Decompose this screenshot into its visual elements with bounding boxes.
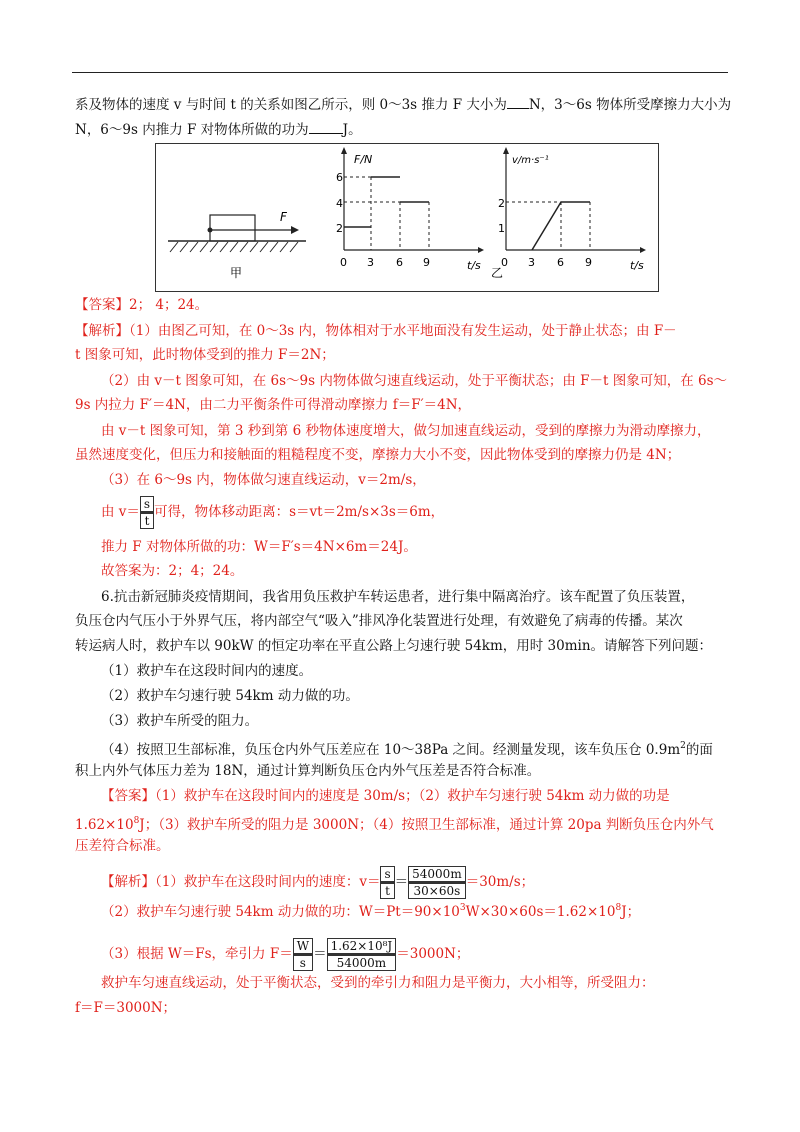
q5-analysis-1b: t 图象可知，此时物体受到的推力 F＝2N； (75, 347, 335, 363)
q6-answer-2: $1.62\times 10^8J$；（3）救护车所受的阻力是 3000N；（4）按照卫生部标准，通过计算 20pa 判断负压仓内外气 (75, 816, 714, 833)
force-label: F (280, 210, 287, 224)
q6-stem-2: 负压仓内气压小于外界气压，将内部空气“吸入”排风净化装置进行处理，有效避免了病毒的传播。某次 (75, 613, 683, 629)
f-xtick-9: 9 (423, 256, 430, 269)
q6-explain-1: 【解析】（1）救护车在这段时间内的速度：v＝ $\frac{s}{t}$ ＝ $\frac{54000m}{30\times 60s}$ ＝30m/s； (101, 867, 535, 898)
q6-sub-3: （3）救护车所受的阻力。 (101, 713, 259, 729)
v-ytick-2: 2 (498, 197, 505, 210)
q6-sub-2: （2）救护车匀速行驶 54km 动力做的功。 (101, 688, 359, 704)
figure-box (155, 143, 659, 292)
figure-f-graph (336, 147, 484, 272)
f-ytick-2: 2 (336, 222, 343, 235)
q6-answer-3: 压差符合标准。 (75, 838, 170, 854)
f-xtick-0: 0 (340, 256, 347, 269)
v-xtick-6: 6 (557, 256, 564, 269)
jia-label: 甲 (230, 266, 243, 280)
intro-line-1: 系及物体的速度 v 与时间 t 的关系如图乙所示，则 0～3s 推力 F 大小为 N，3～6s 物体所受摩擦力大小为 (75, 97, 732, 113)
intro-line-2: N，6～9s 内推力 F 对物体所做的功为 J。 (75, 122, 362, 138)
q5-final: 故答案为：2；4；24。 (101, 563, 244, 579)
block (210, 215, 255, 241)
v-xtick-3: 3 (528, 256, 535, 269)
header-rule (72, 72, 728, 73)
frac-s-over-t: $\frac{s}{t}$ (140, 496, 154, 529)
figure-jia (168, 210, 306, 280)
q6-answer-1: 【答案】（1）救护车在这段时间内的速度是 30m/s；（2）救护车匀速行驶 54km 动力做的功是 (101, 788, 670, 804)
q5-analysis-2b: 9s 内拉力 F′＝4N，由二力平衡条件可得滑动摩擦力 f＝F′＝4N， (75, 397, 472, 413)
figure-v-graph (491, 147, 646, 280)
q5-analysis-6: 推力 F 对物体所做的功：W＝F′s＝4N×6m＝24J。 (101, 539, 417, 555)
q5-analysis-4: （3）在 6～9s 内，物体做匀速直线运动，v＝2m/s， (101, 472, 426, 488)
v-graph-ylabel: v/m·s⁻¹ (512, 155, 549, 166)
v-ytick-1: 1 (498, 222, 505, 235)
f-graph-ylabel: F/N (354, 153, 373, 166)
q5-analysis-5: 由 v＝ $\frac{s}{t}$ 可得，物体移动距离：s＝vt＝2m/s×3s＝6m， (101, 497, 445, 528)
f-ytick-4: 4 (336, 197, 343, 210)
blank-2 (309, 133, 343, 134)
frac-s-over-t-2: $\frac{s}{t}$ (380, 866, 394, 899)
q6-explain-5: f＝F＝3000N； (75, 1000, 177, 1016)
q5-analysis-3: 由 v－t 图象可知，第 3 秒到第 6 秒物体速度增大，做匀加速直线运动，受到的摩擦力为滑动摩擦力， (101, 423, 711, 439)
f-xtick-6: 6 (396, 256, 403, 269)
f-ytick-6: 6 (336, 171, 343, 184)
q5-analysis-1: 【解析】（1）由图乙可知，在 0～3s 内，物体相对于水平地面没有发生运动，处于静止状态；由 F－ (75, 323, 677, 339)
v-xtick-0: 0 (501, 256, 508, 269)
yi-label: 乙 (491, 266, 504, 280)
q5-analysis-2: （2）由 v－t 图象可知，在 6s～9s 内物体做匀速直线运动，处于平衡状态；由 F－t 图象可知，在 6s～ (101, 373, 728, 389)
blank-1 (507, 108, 529, 109)
f-graph-xlabel: t/s (467, 259, 481, 272)
frac-w-over-s: $\frac{W}{s}$ (293, 938, 313, 971)
q6-sub-1: （1）救护车在这段时间内的速度。 (101, 663, 313, 679)
q6-stem-1: 6.抗击新冠肺炎疫情期间，我省用负压救护车转运患者，进行集中隔离治疗。该车配置了负压装置， (101, 589, 695, 605)
q6-sub-4: （4）按照卫生部标准，负压仓内外气压差应在 10～38Pa 之间。经测量发现，该车负压仓 $0.9m^2$的面 (101, 741, 713, 758)
v-graph-xlabel: t/s (630, 259, 644, 272)
q5-analysis-3b: 虽然速度变化，但压力和接触面的粗糙程度不变，摩擦力大小不变，因此物体受到的摩擦力仍是 4N； (75, 447, 681, 463)
f-xtick-3: 3 (367, 256, 374, 269)
q6-stem-3: 转运病人时，救护车以 90kW 的恒定功率在平直公路上匀速行驶 54km，用时 30min。请解答下列问题： (75, 638, 713, 654)
frac-54000-over-time: $\frac{54000m}{30\times 60s}$ (408, 866, 466, 899)
q6-sub-4b: 积上内外气体压力差为 18N，通过计算判断负压仓内外气压差是否符合标准。 (75, 763, 541, 779)
v-xtick-9: 9 (585, 256, 592, 269)
q6-explain-4: 救护车匀速直线运动，处于平衡状态，受到的牵引力和阻力是平衡力，大小相等，所受阻力： (101, 975, 655, 991)
q6-explain-3: （3）根据 W＝Fs，牵引力 F＝ $\frac{W}{s}$ ＝ $\frac{\text{1.62×10⁸J}}{54000m}$ ＝3000N； (101, 939, 470, 970)
q6-explain-2: （2）救护车匀速行驶 54km 动力做的功：$W=Pt=90\times 10^3W\times 30\times 60s=1.62\times 10^8J$； (101, 903, 641, 920)
q5-answer: 【答案】2； 4；24。 (75, 297, 209, 313)
frac-work-over-distance: $\frac{\text{1.62×10⁸J}}{54000m}$ (327, 938, 397, 971)
